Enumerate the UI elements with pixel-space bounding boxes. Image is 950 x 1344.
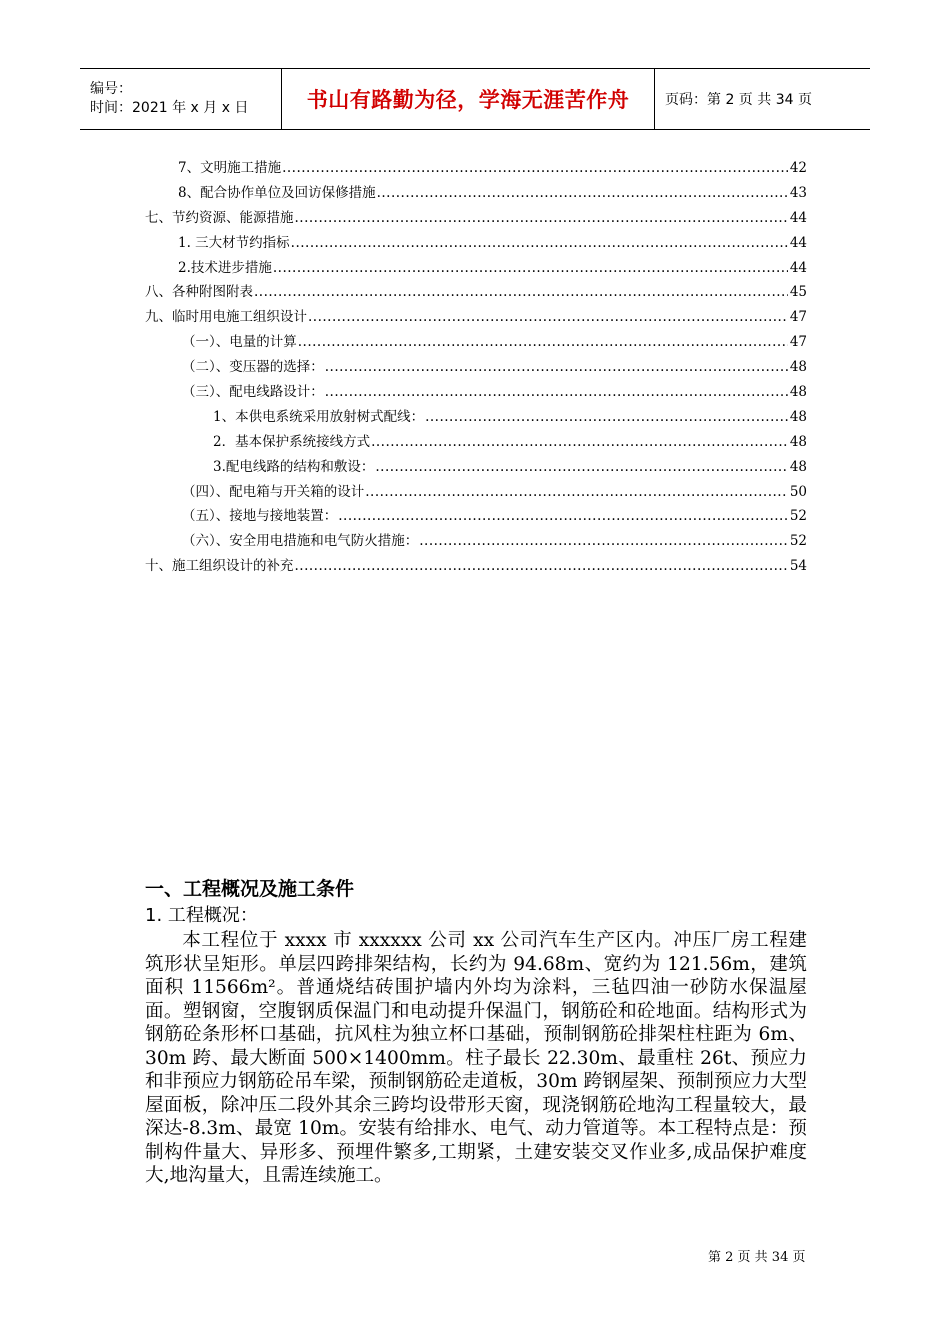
page-footer: 第 2 页 共 34 页 (708, 1250, 806, 1265)
section-overview (145, 876, 807, 1188)
toc-entry-page: 47 (789, 334, 807, 351)
motto: 书山有路勤为径，学海无涯苦作舟 (306, 88, 630, 112)
toc-leader-dots (295, 210, 789, 226)
toc-entry-title: （二）、变压器的选择： (182, 359, 324, 376)
toc-leader-dots (282, 160, 788, 176)
header-meta (80, 69, 282, 129)
header-page-info-cell (655, 69, 870, 129)
toc-entry[interactable] (145, 480, 807, 505)
toc-leader-dots (308, 309, 788, 325)
toc-entry-page: 48 (789, 408, 807, 425)
toc-entry-page: 48 (789, 359, 807, 376)
toc-leader-dots (273, 260, 788, 276)
toc-leader-dots (254, 284, 788, 300)
toc-leader-dots (291, 235, 788, 251)
toc-entry[interactable] (145, 380, 807, 405)
toc-entry-page: 54 (789, 558, 807, 575)
toc-entry-title: 九、临时用电施工组织设计 (145, 309, 307, 326)
toc-entry[interactable] (145, 504, 807, 529)
toc-entry[interactable] (145, 280, 807, 305)
toc-entry[interactable] (145, 430, 807, 455)
page-header (80, 68, 870, 130)
toc-entry-title: （四）、配电箱与开关箱的设计 (182, 483, 365, 500)
toc-entry-title: （三）、配电线路设计： (182, 384, 324, 401)
toc-entry-page: 52 (789, 508, 807, 525)
toc-leader-dots (377, 185, 788, 201)
toc-entry-page: 48 (789, 458, 807, 475)
toc-entry-page: 45 (789, 284, 807, 301)
toc-leader-dots (298, 334, 788, 350)
section-subheading: 1. 工程概况： (145, 905, 258, 926)
toc-entry-page: 48 (789, 384, 807, 401)
toc-entry-page: 50 (789, 483, 807, 500)
toc-entry[interactable] (145, 256, 807, 281)
toc-leader-dots (419, 533, 788, 549)
toc-leader-dots (425, 409, 788, 425)
toc-entry-title: 2．基本保护系统接线方式 (213, 433, 371, 450)
toc-entry-title: 七、节约资源、能源措施 (145, 209, 294, 226)
serial-label: 编号： (90, 81, 132, 97)
toc-entry-title: （五）、接地与接地装置： (182, 508, 338, 525)
toc-leader-dots (295, 558, 789, 574)
section-paragraph: 本工程位于 xxxx 市 xxxxxx 公司 xx 公司汽车生产区内。冲压厂房工程建筑形状呈矩形。单层四跨排架结构，长约为 94.68m、宽约为 121.56m，建筑面积 11566m²。普通烧结砖围护墙内外均为涂料，三毡四油一砂防水保温屋面。塑钢窗，空腹钢质保温门和电动提升保温门，钢筋砼和砼地面。结构形式为钢筋砼条形杯口基础，抗风柱为独立杯口基础，预制钢筋砼排架柱柱距为 6m、30m 跨、最大断面 500×1400mm。柱子最长 22.30m、最重柱 26t、预应力和非预应力钢筋砼吊车梁，预制钢筋砼走道板，30m 跨钢屋架、预制预应力大型屋面板，除冲压二段外其余三跨均设带形天窗，现浇钢筋砼地沟工程量较大，最深达-8.3m、最宽 10m。安装有给排水、电气、动力管道等。本工程特点是：预制构件量大、异形多、预埋件繁多,工期紧，土建安装交叉作业多,成品保护难度大,地沟量大，且需连续施工。 (145, 930, 807, 1186)
toc-entry-title: 2.技术进步措施 (178, 259, 272, 276)
header-motto-cell (282, 69, 655, 129)
section-heading: 一、工程概况及施工条件 (145, 878, 355, 900)
toc-entry-page: 44 (789, 209, 807, 226)
toc-entry[interactable] (145, 156, 807, 181)
toc-entry-page: 44 (789, 259, 807, 276)
toc-entry[interactable] (145, 231, 807, 256)
toc-entry[interactable] (145, 181, 807, 206)
toc-leader-dots (325, 359, 788, 375)
toc-leader-dots (375, 459, 788, 475)
toc-entry-title: 1、本供电系统采用放射树式配线： (213, 408, 425, 425)
toc-entry-page: 47 (789, 309, 807, 326)
toc-entry-title: 八、各种附图附表 (145, 284, 253, 301)
toc-entry-title: 3.配电线路的结构和敷设： (213, 458, 375, 475)
toc-entry[interactable] (145, 554, 807, 579)
toc-entry[interactable] (145, 330, 807, 355)
toc-entry-title: （一）、电量的计算 (182, 334, 297, 351)
toc-entry[interactable] (145, 305, 807, 330)
toc-entry-page: 44 (789, 234, 807, 251)
toc-entry[interactable] (145, 455, 807, 480)
toc-entry[interactable] (145, 529, 807, 554)
page-info: 页码：第 2 页 共 34 页 (665, 92, 812, 108)
toc-leader-dots (365, 484, 788, 500)
toc-leader-dots (325, 384, 788, 400)
toc-entry-page: 42 (789, 160, 807, 176)
toc-entry-title: 十、施工组织设计的补充 (145, 558, 294, 575)
toc-entry[interactable] (145, 206, 807, 231)
toc-entry[interactable] (145, 405, 807, 430)
toc-entry[interactable] (145, 355, 807, 380)
time-label: 时间：2021 年 x 月 x 日 (90, 100, 249, 116)
toc-entry-title: （六）、安全用电措施和电气防火措施： (182, 533, 419, 550)
toc-leader-dots (371, 434, 788, 450)
table-of-contents (145, 156, 807, 579)
toc-entry-page: 48 (789, 433, 807, 450)
toc-entry-page: 43 (789, 184, 807, 201)
toc-leader-dots (338, 508, 788, 524)
toc-entry-page: 52 (789, 533, 807, 550)
toc-entry-title: 1. 三大材节约指标 (178, 234, 290, 251)
toc-entry-title: 8、配合协作单位及回访保修措施 (178, 184, 376, 201)
toc-entry-title: 7、文明施工措施 (178, 160, 282, 176)
